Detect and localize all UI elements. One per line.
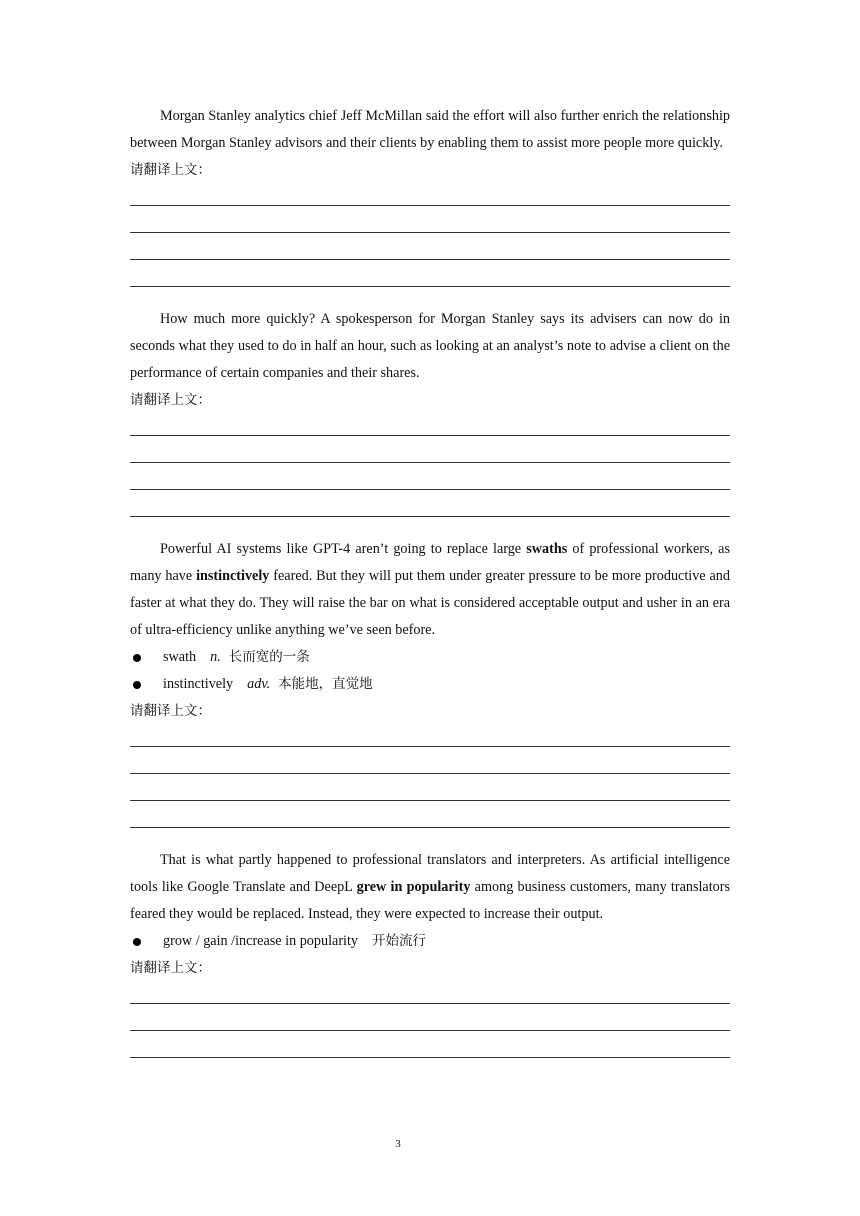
answer-line[interactable] [130, 779, 730, 806]
vocab-meaning: 开始流行 [372, 933, 427, 949]
passage-paragraph [130, 847, 730, 928]
answer-line[interactable] [130, 211, 730, 238]
answer-line[interactable] [130, 495, 730, 522]
vocab-word: swath [163, 649, 197, 665]
passage-text: among business customers, many translators feared they would be replaced. Instead, they were expected to increase their output. [130, 879, 731, 922]
passage-text: of professional workers, as many have [130, 541, 730, 584]
exercise-section [130, 306, 730, 536]
bullet-icon [133, 681, 141, 689]
bullet-icon [133, 654, 141, 662]
key-term: instinctively [196, 568, 270, 584]
answer-line[interactable] [130, 414, 730, 441]
vocab-part-of-speech: adv. [247, 676, 271, 692]
vocab-item [130, 644, 730, 671]
passage-text: How much more quickly? A spokesperson for Morgan Stanley says its advisers can now do in seconds what they used to do in half an hour, such as looking at an analyst’s note to advise a client on the performance of certain companies and their shares. [130, 311, 730, 381]
answer-line[interactable] [130, 725, 730, 752]
answer-lines [130, 725, 730, 833]
vocab-item [130, 671, 730, 698]
answer-lines [130, 414, 730, 522]
answer-line[interactable] [130, 265, 730, 292]
translate-prompt [130, 157, 730, 184]
translate-prompt [130, 955, 730, 982]
answer-line[interactable] [130, 184, 730, 211]
answer-line[interactable] [130, 982, 730, 1009]
answer-line[interactable] [130, 238, 730, 265]
vocab-word: instinctively [163, 676, 234, 692]
section-gap [130, 292, 730, 306]
translate-prompt [130, 698, 730, 725]
answer-line[interactable] [130, 752, 730, 779]
bullet-icon [133, 938, 141, 946]
page-content [130, 103, 730, 1063]
passage-text: Morgan Stanley analytics chief Jeff McMillan said the effort will also further enrich the relationship between Morgan Stanley advisors and their clients by enabling them to assist more people more quickly. [130, 108, 730, 151]
vocab-part-of-speech: n. [210, 649, 221, 665]
exercise-section [130, 103, 730, 306]
key-term: swaths [526, 541, 568, 557]
page-number: 3 [395, 1138, 401, 1150]
passage-text: That is what partly happened to professional translators and interpreters. As artificial intelligence tools like Google Translate and DeepL [130, 852, 730, 895]
passage-paragraph [130, 536, 730, 644]
section-gap [130, 833, 730, 847]
translate-prompt-text: 请翻译上文： [130, 703, 211, 719]
translate-prompt-text: 请翻译上文： [130, 392, 211, 408]
vocab-item [130, 928, 730, 955]
translate-prompt-text: 请翻译上文： [130, 960, 211, 976]
exercise-section [130, 847, 730, 1063]
passage-text: feared. But they will put them under greater pressure to be more productive and faster at what they do. They will raise the bar on what is considered acceptable output and usher in an era of ultra-efficiency unlike anything we’ve seen before. [130, 568, 730, 638]
section-gap [130, 522, 730, 536]
answer-lines [130, 982, 730, 1063]
passage-text: Powerful AI systems like GPT-4 aren’t going to replace large [160, 541, 527, 557]
passage-paragraph [130, 103, 730, 157]
key-term: grew in popularity [356, 879, 471, 895]
answer-line[interactable] [130, 806, 730, 833]
vocab-meaning: 长而宽的一条 [228, 649, 310, 665]
answer-lines [130, 184, 730, 292]
passage-paragraph [130, 306, 730, 387]
answer-line[interactable] [130, 1036, 730, 1063]
exercise-section [130, 536, 730, 847]
answer-line[interactable] [130, 468, 730, 495]
vocab-word: grow / gain /increase in popularity [163, 933, 359, 949]
vocab-meaning: 本能地，直觉地 [278, 676, 373, 692]
answer-line[interactable] [130, 441, 730, 468]
answer-line[interactable] [130, 1009, 730, 1036]
translate-prompt [130, 387, 730, 414]
translate-prompt-text: 请翻译上文： [130, 162, 211, 178]
